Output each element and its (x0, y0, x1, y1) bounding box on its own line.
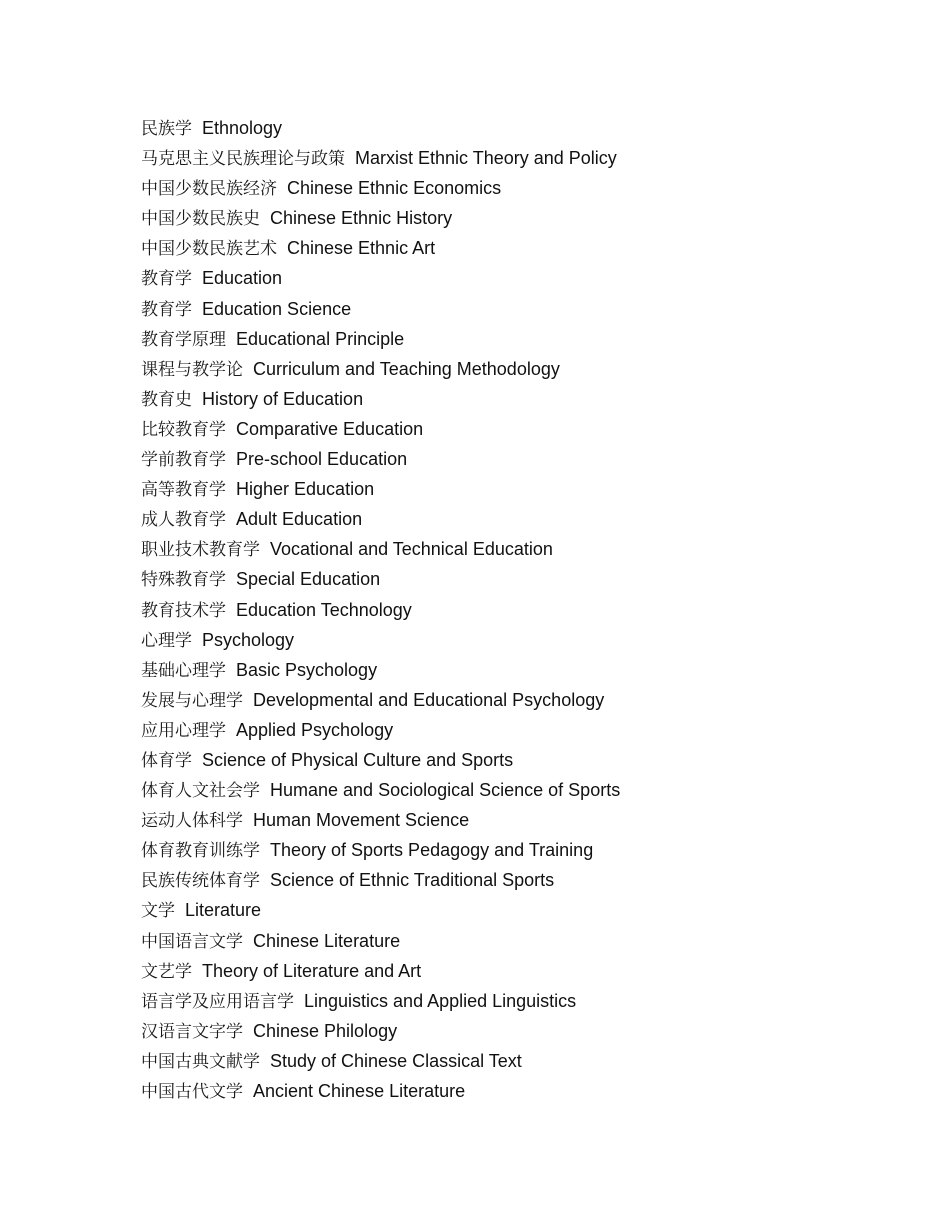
chinese-term: 特殊教育学 (141, 570, 226, 591)
glossary-entry (141, 263, 901, 293)
english-term: Human Movement Science (253, 810, 470, 831)
glossary-entry (141, 926, 901, 956)
chinese-term: 课程与教学论 (141, 359, 243, 380)
glossary-entry (141, 715, 901, 745)
english-term: Curriculum and Teaching Methodology (253, 358, 560, 379)
english-term: Science of Physical Culture and Sports (202, 749, 514, 770)
chinese-term: 中国古典文献学 (141, 1051, 260, 1072)
chinese-term: 中国少数民族史 (141, 209, 260, 230)
chinese-term: 运动人体科学 (141, 811, 243, 832)
english-term: Linguistics and Applied Linguistics (304, 990, 577, 1011)
english-term: Chinese Ethnic History (270, 208, 453, 229)
glossary-entry (141, 143, 901, 173)
english-term: Chinese Ethnic Economics (287, 178, 502, 199)
english-term: Education Technology (236, 599, 412, 620)
chinese-term: 成人教育学 (141, 510, 226, 531)
glossary-entry (141, 173, 901, 203)
chinese-term: 基础心理学 (141, 660, 226, 681)
chinese-term: 文艺学 (141, 961, 192, 982)
english-term: Psychology (202, 629, 295, 650)
glossary-entry (141, 384, 901, 414)
chinese-term: 发展与心理学 (141, 690, 243, 711)
english-term: Education Science (202, 298, 352, 319)
chinese-term: 中国少数民族艺术 (141, 239, 277, 260)
english-term: Adult Education (236, 509, 363, 530)
english-term: Literature (185, 900, 262, 921)
glossary-entry (141, 895, 901, 925)
glossary-entry (141, 444, 901, 474)
english-term: Special Education (236, 569, 381, 590)
english-term: History of Education (202, 388, 364, 409)
glossary-entry (141, 294, 901, 324)
glossary-entry (141, 655, 901, 685)
english-term: Pre-school Education (236, 449, 408, 470)
glossary-entry (141, 324, 901, 354)
chinese-term: 学前教育学 (141, 450, 226, 471)
chinese-term: 马克思主义民族理论与政策 (141, 149, 345, 170)
glossary-entry (141, 775, 901, 805)
glossary-entry (141, 956, 901, 986)
glossary-entry (141, 865, 901, 895)
glossary-entry (141, 1046, 901, 1076)
english-term: Science of Ethnic Traditional Sports (270, 870, 555, 891)
glossary-entry (141, 534, 901, 564)
english-term: Humane and Sociological Science of Sports (270, 780, 621, 801)
glossary-entry (141, 564, 901, 594)
chinese-term: 高等教育学 (141, 480, 226, 501)
chinese-term: 职业技术教育学 (141, 540, 260, 561)
english-term: Developmental and Educational Psychology (253, 689, 605, 710)
english-term: Comparative Education (236, 418, 424, 439)
glossary-entry (141, 835, 901, 865)
chinese-term: 教育学原理 (141, 329, 226, 350)
glossary-entry (141, 414, 901, 444)
english-term: Vocational and Technical Education (270, 539, 553, 560)
english-term: Education (202, 268, 283, 289)
english-term: Chinese Ethnic Art (287, 238, 436, 259)
chinese-term: 体育人文社会学 (141, 781, 260, 802)
chinese-term: 民族传统体育学 (141, 871, 260, 892)
glossary-entry (141, 595, 901, 625)
glossary-entry (141, 354, 901, 384)
glossary-entry (141, 203, 901, 233)
english-term: Marxist Ethnic Theory and Policy (355, 148, 617, 169)
english-term: Ancient Chinese Literature (253, 1081, 466, 1101)
chinese-term: 教育史 (141, 389, 192, 410)
english-term: Chinese Literature (253, 930, 401, 951)
english-term: Basic Psychology (236, 659, 378, 680)
chinese-term: 体育学 (141, 750, 192, 771)
chinese-term: 比较教育学 (141, 419, 226, 440)
glossary-entry (141, 625, 901, 655)
glossary-entry (141, 504, 901, 534)
chinese-term: 教育技术学 (141, 600, 226, 621)
chinese-term: 文学 (141, 901, 175, 922)
chinese-term: 语言学及应用语言学 (141, 991, 294, 1012)
glossary-entry (141, 685, 901, 715)
english-term: Theory of Literature and Art (202, 960, 422, 981)
chinese-term: 中国古代文学 (141, 1082, 243, 1102)
english-term: Chinese Philology (253, 1020, 398, 1041)
english-term: Theory of Sports Pedagogy and Training (270, 840, 594, 861)
english-term: Higher Education (236, 479, 375, 500)
chinese-term: 教育学 (141, 269, 192, 290)
chinese-term: 中国语言文学 (141, 931, 243, 952)
glossary-entry (141, 1076, 901, 1106)
glossary-entry (141, 986, 901, 1016)
english-term: Educational Principle (236, 328, 405, 349)
chinese-term: 教育学 (141, 299, 192, 320)
chinese-term: 汉语言文字学 (141, 1021, 243, 1042)
chinese-term: 中国少数民族经济 (141, 179, 277, 200)
glossary-entry (141, 233, 901, 263)
chinese-term: 心理学 (141, 630, 192, 651)
glossary-entry (141, 805, 901, 835)
chinese-term: 应用心理学 (141, 720, 226, 741)
glossary-list (141, 113, 901, 1106)
english-term: Applied Psychology (236, 719, 394, 740)
english-term: Ethnology (202, 118, 283, 138)
glossary-entry (141, 745, 901, 775)
english-term: Study of Chinese Classical Text (270, 1050, 522, 1071)
glossary-entry (141, 1016, 901, 1046)
chinese-term: 体育教育训练学 (141, 841, 260, 862)
glossary-entry (141, 474, 901, 504)
chinese-term: 民族学 (141, 119, 192, 139)
glossary-entry (141, 113, 901, 143)
